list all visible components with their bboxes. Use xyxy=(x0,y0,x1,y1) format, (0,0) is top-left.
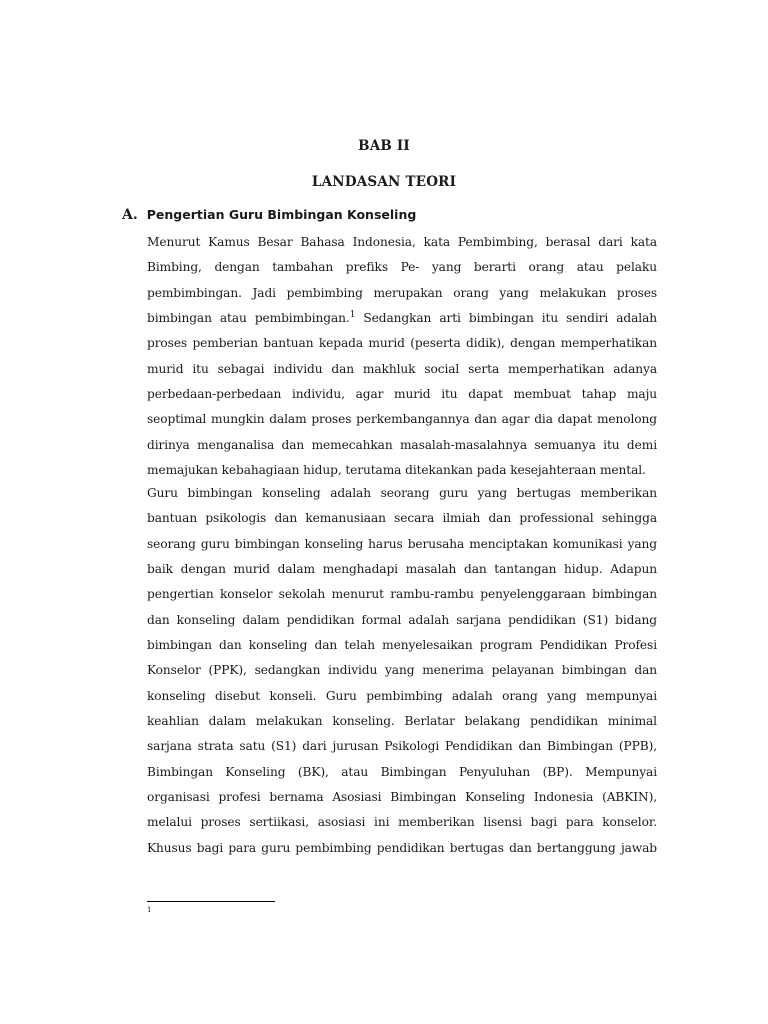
section-heading xyxy=(122,207,416,223)
paragraph-definition xyxy=(147,230,657,483)
section-letter: A. xyxy=(122,207,138,223)
paragraph-guru-bk: Guru bimbingan konseling adalah seorang guru yang bertugas memberikan bantuan psikologis dan kemanusiaan secara ilmiah dan professional sehingga seorang guru bimbingan konseling harus berusaha menciptakan komunikasi yang baik dengan murid dalam menghadapi masalah dan tantangan hidup. Adapun pengertian konselor sekolah menurut rambu-rambu penyelenggaraan bimbingan dan konseling dalam pendidikan formal adalah sarjana pendidikan (S1) bidang bimbingan dan konseling dan telah menyelesaikan program Pendidikan Profesi Konselor (PPK), sedangkan individu yang menerima pelayanan bimbingan dan konseling disebut konseli. Guru pembimbing adalah orang yang mempunyai keahlian dalam melakukan konseling. Berlatar belakang pendidikan minimal sarjana strata satu (S1) dari jurusan Psikologi Pendidikan dan Bimbingan (PPB), Bimbingan Konseling (BK), atau Bimbingan Penyuluhan (BP). Mempunyai organisasi profesi bernama Asosiasi Bimbingan Konseling Indonesia (ABKIN), melalui proses sertiikasi, asosiasi ini memberikan lisensi bagi para konselor. Khusus bagi para guru pembimbing pendidikan bertugas dan bertanggung jawab xyxy=(147,486,657,855)
chapter-title: LANDASAN TEORI xyxy=(311,174,457,190)
footnote-separator xyxy=(147,901,275,902)
footnote-mark: 1 xyxy=(147,906,152,914)
paragraph1-text-b: Sedangkan arti bimbingan itu sendiri adalah proses pemberian bantuan kepada murid (peserta didik), dengan memperhatikan murid itu sebagai individu dan makhluk social serta memperhatikan adanya perbedaan-perbedaan individu, agar murid itu dapat membuat tahap maju seoptimal mungkin dalam proses perkembangannya dan agar dia dapat menolong dirinya menganalisa dan memecahkan masalah-masalahnya semuanya itu demi memajukan kebahagiaan hidup, terutama ditekankan pada kesejahteraan mental. xyxy=(147,311,657,478)
section-title: Pengertian Guru Bimbingan Konseling xyxy=(146,207,417,222)
footnote-reference: 1 xyxy=(349,309,356,320)
paragraph1-text-a: Menurut Kamus Besar Bahasa Indonesia, kata Pembimbing, berasal dari kata Bimbing, dengan tambahan prefiks Pe- yang berarti orang atau pelaku pembimbingan. Jadi pembimbing merupakan orang yang melakukan proses bimbingan atau pembimbingan. xyxy=(147,235,657,326)
chapter-number: BAB II xyxy=(358,138,410,154)
